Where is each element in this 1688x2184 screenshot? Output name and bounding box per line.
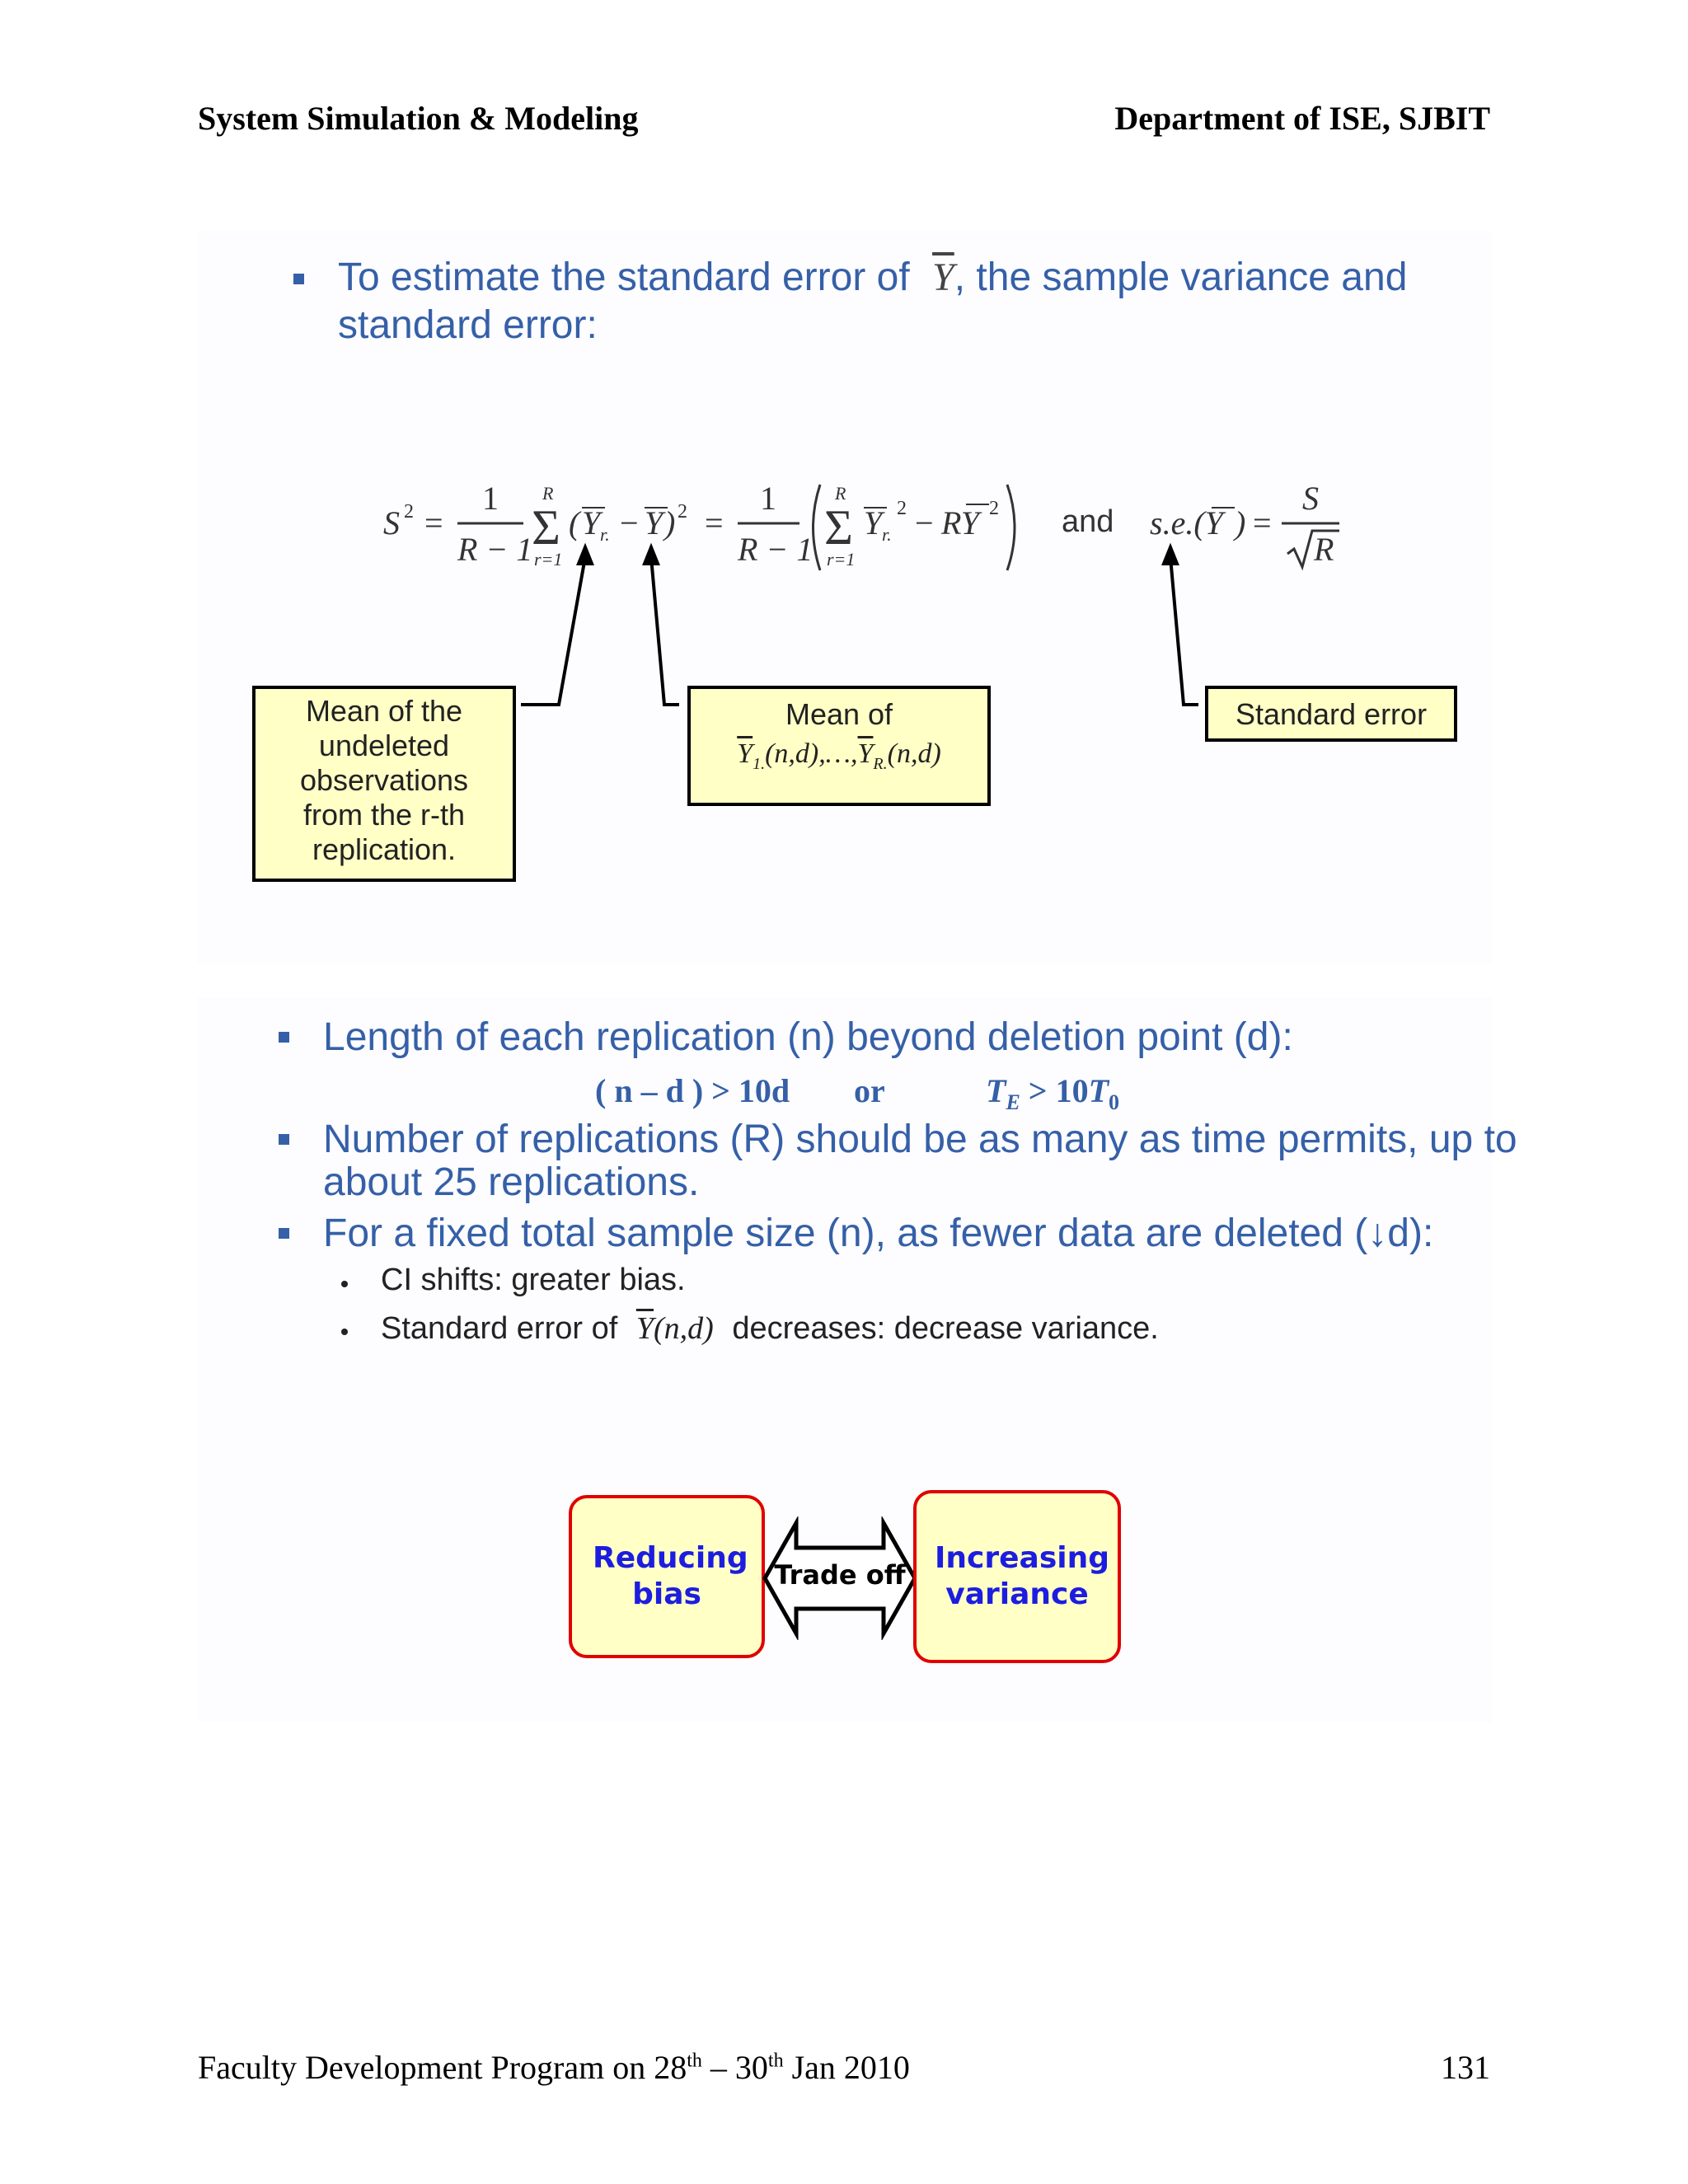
footer-sup: th: [687, 2050, 702, 2072]
svg-text:R − 1: R − 1: [457, 531, 533, 568]
sub-text: decreases: decrease variance.: [732, 1311, 1159, 1346]
sub-bullet-dot: [341, 1281, 348, 1287]
svg-text:1: 1: [482, 480, 499, 517]
slide1-bullet-line2: standard error:: [338, 303, 598, 347]
svg-text:RY: RY: [941, 504, 979, 541]
header-department: Department of ISE, SJBIT: [1114, 100, 1490, 137]
note-line: from the r-th: [302, 798, 466, 832]
svg-text:R − 1: R − 1: [738, 531, 814, 568]
svg-text:Σ: Σ: [824, 500, 853, 555]
svg-text:S: S: [1302, 480, 1319, 517]
condition-right: $T_E > 10T_0$: [986, 1072, 1120, 1114]
reducing-bias-box: [569, 1495, 765, 1658]
footer-text: Jan 2010: [783, 2049, 910, 2086]
note-standard-error: Standard error: [1205, 686, 1457, 742]
condition-or: or: [854, 1072, 885, 1109]
bullet-text-cont: , the sample variance and: [954, 255, 1408, 299]
svg-text:): ): [664, 504, 676, 541]
bullet-replications-count-cont: about 25 replications.: [323, 1160, 700, 1204]
note-line: replication.: [312, 832, 457, 866]
svg-text:2: 2: [897, 498, 907, 519]
page-number: 131: [1441, 2049, 1490, 2086]
note-title: Mean of: [785, 697, 893, 731]
sub-text: Standard error of: [381, 1311, 618, 1346]
increasing-variance-label: Increasing variance: [935, 1541, 1109, 1611]
footer-program: [198, 2048, 910, 2087]
note-line: undeleted: [318, 729, 450, 762]
bullet-replication-length: Length of each replication (n) beyond deletion point (d):: [323, 1015, 1293, 1059]
svg-text:r.: r.: [600, 524, 610, 545]
svg-text:=: =: [424, 504, 443, 541]
increasing-variance-box: [913, 1490, 1121, 1663]
svg-text:Y: Y: [582, 504, 601, 541]
note-mean-of-replications: [687, 686, 991, 806]
bullet-replications-count: Number of replications (R) should be as many as time permits, up to: [323, 1118, 1517, 1161]
svg-text:−: −: [620, 504, 639, 541]
note-formula: $\overline{Y}_{1.}(n,d),\dots,\overline{Y}_{R.}(n,d)$: [737, 738, 941, 773]
reducing-bias-label: Reducing bias: [593, 1541, 748, 1611]
footer-text: Faculty Development Program on 28: [198, 2049, 687, 2086]
y-bar-nd: $\overline{Y}(n,d)$: [635, 1311, 714, 1346]
header-course-title: System Simulation & Modeling: [198, 100, 639, 137]
svg-text:r.: r.: [882, 524, 892, 545]
svg-text:Σ: Σ: [532, 500, 560, 555]
svg-text:2: 2: [678, 501, 687, 523]
svg-text:=: =: [1253, 504, 1272, 541]
note-line: observations: [299, 763, 469, 797]
svg-text:Y: Y: [864, 504, 883, 541]
note-line: Mean of the: [305, 694, 463, 728]
footer-text: – 30: [701, 2049, 768, 2086]
bullet-text: To estimate the standard error of: [338, 255, 910, 299]
y-bar-symbol: $\overline{Y}$: [932, 255, 954, 299]
sub-bullet-ci-shift: CI shifts: greater bias.: [381, 1263, 686, 1297]
tradeoff-label: Trade off: [774, 1559, 906, 1591]
condition-left: ( n – d ) > 10d: [595, 1072, 790, 1109]
sub-bullet-dot: [341, 1329, 348, 1335]
svg-text:): ): [1235, 504, 1246, 541]
footer-sup: th: [767, 2050, 784, 2072]
svg-text:s.e.(Y: s.e.(Y: [1150, 504, 1223, 541]
svg-text:R: R: [542, 483, 554, 504]
svg-text:r=1: r=1: [534, 549, 563, 569]
bullet-marker: [279, 1032, 289, 1043]
svg-text:r=1: r=1: [827, 549, 856, 569]
svg-text:(: (: [569, 504, 580, 541]
svg-text:=: =: [705, 504, 724, 541]
formula-and: and: [1062, 504, 1114, 539]
note-undeleted-mean: [252, 686, 516, 882]
svg-text:2: 2: [989, 498, 999, 519]
svg-text:Y: Y: [645, 504, 663, 541]
sub-bullet-standard-error: [381, 1310, 1159, 1347]
svg-text:1: 1: [760, 480, 776, 517]
bullet-marker: [279, 1228, 289, 1239]
svg-text:2: 2: [404, 501, 414, 523]
svg-text:S: S: [383, 504, 400, 541]
bullet-marker: [279, 1134, 289, 1145]
svg-text:R: R: [835, 483, 846, 504]
svg-text:−: −: [915, 504, 934, 541]
svg-text:R: R: [1314, 531, 1334, 568]
bullet-fixed-sample: For a fixed total sample size (n), as fewer data are deleted (↓d):: [323, 1212, 1434, 1255]
